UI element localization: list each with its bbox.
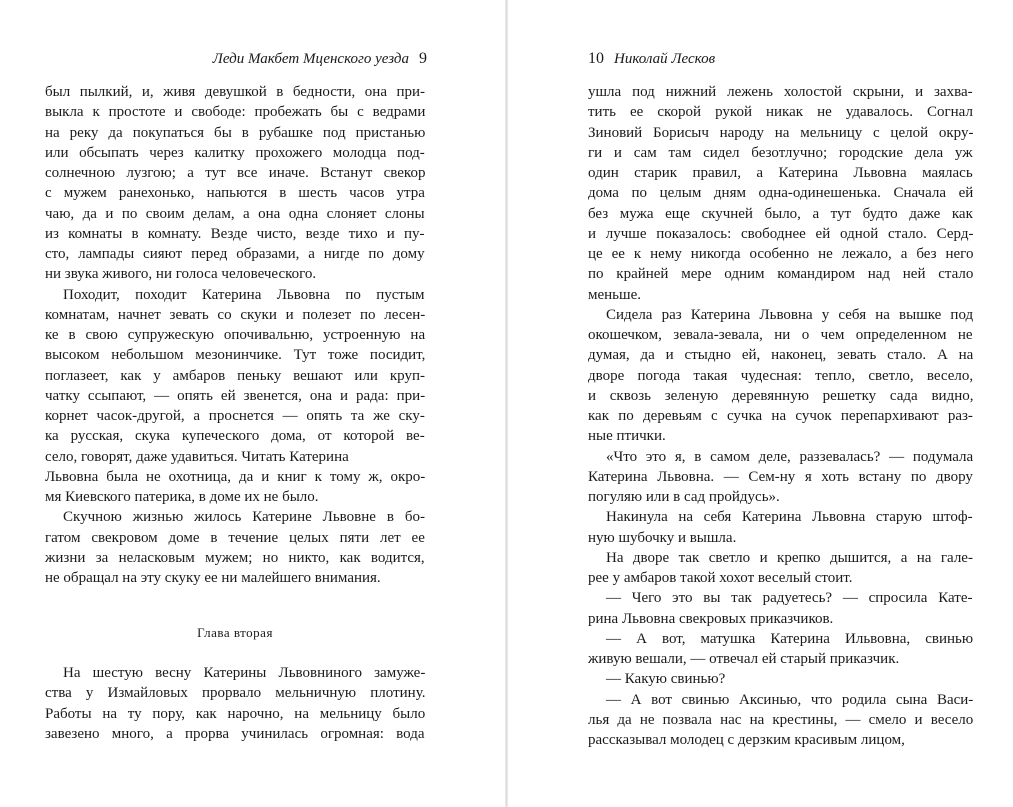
text-line: думая, да и стыдно ей, наконец, зевать стало. А на: [588, 347, 974, 364]
right-page: [508, 0, 1013, 807]
text-line: солнечною лузгою; а тут все иначе. Встанут свекор: [45, 165, 426, 181]
left-page: [0, 0, 505, 807]
text-line: меньше.: [588, 286, 641, 303]
text-line: — Чего это вы так радуетесь? — спросила Кате-: [606, 590, 973, 607]
text-line: ушла под нижний лежень холостой скрыни, и захва-: [588, 84, 973, 100]
text-line: и лучше показалось: свободнее ей одной стало. Серд-: [588, 225, 974, 242]
text-line: ную шубочку и вышла.: [588, 529, 737, 546]
text-line: Зиновий Борисыч народу на мельницу с целой окру-: [588, 124, 974, 141]
text-line: ни звука живого, ни голоса человеческого.: [45, 266, 317, 283]
text-line: живую вешали, — отвечал ей старый приказчик.: [588, 651, 900, 667]
text-line: без мужа еще скучней было, а тут будто даже как: [588, 205, 973, 222]
text-line: Львовна была не охотница, да и книг к тому ж, окро-: [45, 468, 426, 485]
text-line: На дворе так светло и крепко дышится, а на гале-: [606, 549, 973, 566]
text-line: Катерина Львовна. — Сем-ну я хоть встану по двору: [588, 468, 973, 485]
text-line: из комнаты в комнату. Везде чисто, везде тихо и пу-: [45, 225, 425, 242]
text-line: жизни за неласковым мужем; но никто, как водится,: [45, 549, 425, 566]
text-line: лья да не позвала нас на крестины, — смело и весело: [588, 711, 974, 728]
text-line: ке в свою супружескую опочивальню, устроенную на: [45, 327, 426, 343]
text-line: дворе погода такая чудесная: тепло, светло, весело,: [588, 367, 974, 384]
text-line: ные птички.: [588, 428, 666, 445]
text-line: рее у амбаров такой хохот веселый стоит.: [588, 570, 853, 586]
text-line: ги и сам там сидел безотлучно; городские дела уж: [588, 144, 973, 161]
right-running-header: [588, 50, 715, 68]
right-running-title: Николай Лесков: [614, 51, 716, 67]
text-line: корнет часок-другой, а проснется — опять та же ску-: [45, 408, 425, 424]
text-line: Сидела раз Катерина Львовна у себя на вышке под: [606, 306, 974, 323]
left-running-title: Леди Макбет Мценского уезда: [212, 51, 409, 67]
text-line: Накинула на себя Катерина Львовна старую штоф-: [606, 509, 973, 526]
text-line: Походит, походит Катерина Львовна по пустым: [63, 286, 425, 303]
text-line: рассказывал молодец с дерзким красивым лицом,: [588, 732, 905, 748]
text-line: тить ее скорой рукой никак не удавалось. Согнал: [588, 104, 973, 121]
text-line: по крайней мере одним командиром над ней стало: [588, 266, 974, 283]
text-line: На шестую весну Катерины Львовниного замуже-: [63, 665, 426, 681]
text-line: и сквозь зеленую деревянную решетку сада видно,: [588, 387, 974, 404]
text-line: погуляю или в сад пройдусь».: [588, 489, 780, 505]
text-line: — А вот, матушка Катерина Ильвовна, свинью: [606, 630, 974, 647]
text-line: был пылкий, и, живя девушкой в бедности, она при-: [45, 84, 426, 100]
text-line: с мужем ранехонько, напьются в шесть часов утра: [45, 185, 425, 202]
text-line: не обращал на эту скуку ее ни малейшего внимания.: [45, 570, 381, 586]
text-line: завезено много, а прорва учинилась огромная: вода: [45, 725, 425, 742]
text-line: поглазеет, как у амбаров пеньку вешают или круп-: [45, 367, 425, 384]
text-line: це ее к нему никогда особенно не лежало, а без него: [588, 246, 974, 262]
text-line: Работы на ту пору, как нарочно, на мельницу было: [45, 705, 426, 722]
right-page-number: 10: [588, 50, 604, 67]
text-line: гатом свекровом доме в течение целых пяти лет ее: [45, 529, 425, 546]
text-line: дома по целым дням одна-одинешенька. Сначала ей: [588, 185, 974, 202]
text-line: Скучною жизнью жилось Катерине Львовне в бо-: [63, 509, 425, 526]
text-line: комнатам, начнет зевать со скуки и полезет по лесен-: [45, 306, 426, 323]
text-line: — Какую свинью?: [606, 671, 726, 688]
text-line: или обсыпать через калитку прохожего молодца под-: [45, 144, 425, 161]
text-line: сто, лампады сияют перед образами, а нигде по дому: [45, 246, 425, 262]
text-line: село, говорят, даже удавиться. Читать Катерина: [45, 448, 349, 465]
text-line: — А вот свинью Аксинью, что родила сына Васи-: [606, 691, 974, 708]
text-line: окошечком, зевала-зевала, ни о чем определенном не: [588, 327, 973, 343]
text-line: рина Львовна свекровых приказчиков.: [588, 610, 834, 627]
text-line: высоком небольшом мезонинчике. Тут тоже посидит,: [45, 347, 426, 364]
text-line: ка русская, скука купеческого дома, от которой ве-: [45, 428, 425, 445]
text-line: чаю, да и по своим делам, а она одна слоняет слоны: [45, 205, 425, 222]
text-line: как по деревьям с сучка на сучок перепархивают раз-: [588, 408, 973, 424]
text-line: выкла к простоте и свободе: пробежать бы с ведрами: [45, 104, 426, 121]
left-running-header: [213, 50, 427, 68]
text-line: один старик правил, а Катерина Львовна маялась: [588, 165, 973, 181]
text-line: на реку да покупаться бы в рубашке под пристанью: [45, 124, 426, 141]
chapter-title: Глава вторая: [197, 625, 273, 640]
text-line: «Что это я, в самом деле, раззевалась? — подумала: [606, 448, 974, 465]
text-line: ства у Измайловых прорвало мельничную плотину.: [45, 685, 426, 702]
text-line: чатку ссыпают, — опять ей звенется, она и рада: при-: [45, 387, 426, 404]
text-line: мя Киевского патерика, в доме их не было.: [45, 489, 319, 505]
left-page-number: 9: [419, 50, 427, 67]
